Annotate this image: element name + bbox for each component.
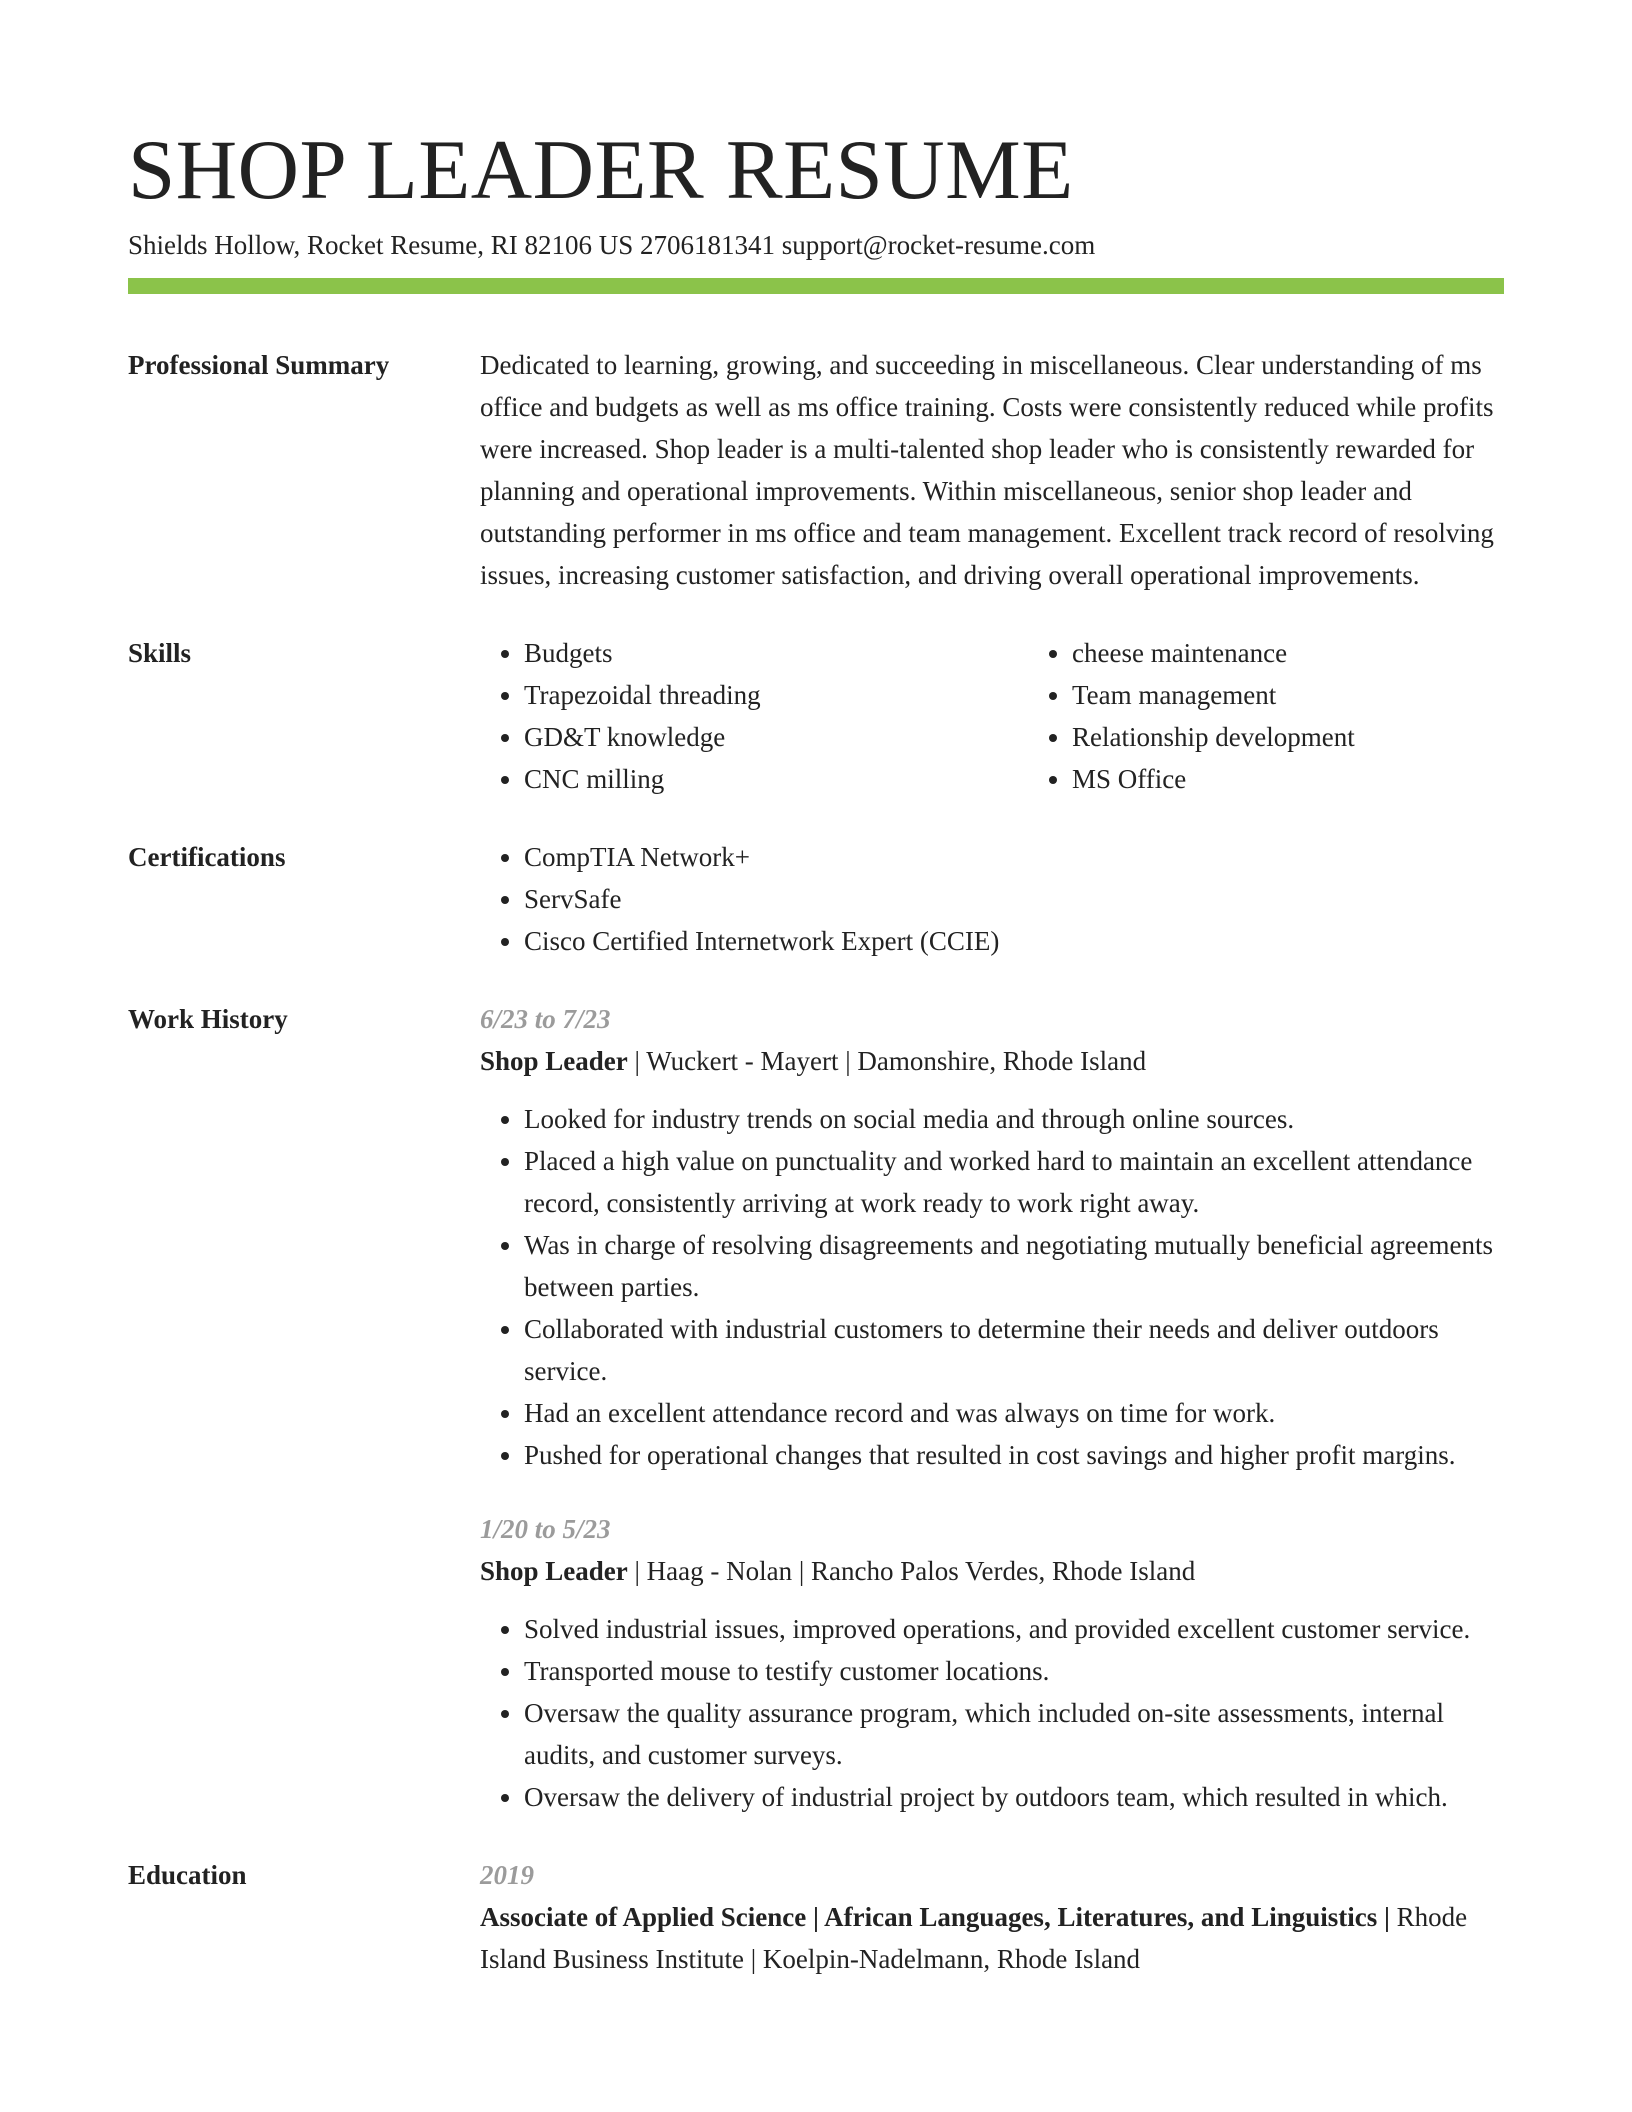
job-details: | Haag - Nolan | Rancho Palos Verdes, Rhode Island: [627, 1556, 1196, 1586]
job-bullets: [480, 1608, 1504, 1818]
skills-list-left: [480, 632, 1028, 800]
skill-item: • GD&T knowledge: [524, 716, 1028, 758]
summary-text: Dedicated to learning, growing, and succeeding in miscellaneous. Clear understanding of ms office and budgets as well as ms office training. Costs were consistently reduced while profits were increased. Shop leader is a multi-talented shop leader who is consistently rewarded for planning and operational improvements. Within miscellaneous, senior shop leader and outstanding performer in ms office and team management. Excellent track record of resolving issues, increasing customer satisfaction, and driving overall operational improvements.: [480, 350, 1494, 590]
skill-item: • Relationship development: [1072, 716, 1576, 758]
skills-body: [480, 632, 1576, 800]
job-bullet: • Solved industrial issues, improved operations, and provided excellent customer service.: [524, 1608, 1504, 1650]
certification-item: • Cisco Certified Internetwork Expert (CCIE): [524, 920, 1504, 962]
certifications-section: [128, 836, 1504, 962]
skill-item: • MS Office: [1072, 758, 1576, 800]
job-title-line: [480, 1550, 1504, 1592]
certification-item: • ServSafe: [524, 878, 1504, 920]
job-bullet: • Collaborated with industrial customers to determine their needs and deliver outdoors service.: [524, 1308, 1504, 1392]
education-body: [480, 1854, 1504, 1980]
skills-label: Skills: [128, 638, 192, 668]
job-bullet: • Was in charge of resolving disagreements and negotiating mutually beneficial agreements between parties.: [524, 1224, 1504, 1308]
skill-item: • Trapezoidal threading: [524, 674, 1028, 716]
education-line: [480, 1896, 1504, 1980]
job-details: | Wuckert - Mayert | Damonshire, Rhode Island: [627, 1046, 1147, 1076]
job-bullet: • Oversaw the delivery of industrial project by outdoors team, which resulted in which.: [524, 1776, 1504, 1818]
job-bullet: • Transported mouse to testify customer locations.: [524, 1650, 1504, 1692]
skills-section: [128, 632, 1504, 800]
education-section: [128, 1854, 1504, 1980]
summary-body: [480, 344, 1504, 596]
job-bullet: • Had an excellent attendance record and was always on time for work.: [524, 1392, 1504, 1434]
job-entry: [480, 998, 1504, 1476]
education-degree: Associate of Applied Science | African Languages, Literatures, and Linguistics |: [480, 1902, 1390, 1932]
job-dates: 6/23 to 7/23: [480, 1004, 611, 1034]
certifications-label: Certifications: [128, 842, 286, 872]
job-bullet: • Oversaw the quality assurance program, which included on-site assessments, internal audits, and customer surveys.: [524, 1692, 1504, 1776]
contact-line: Shields Hollow, Rocket Resume, RI 82106 US 2706181341 support@rocket-resume.com: [128, 230, 1096, 260]
job-bullets: [480, 1098, 1504, 1476]
skills-list-right: [1028, 632, 1576, 800]
job-bullet: • Pushed for operational changes that resulted in cost savings and higher profit margins.: [524, 1434, 1504, 1476]
work-history-label: Work History: [128, 1004, 288, 1034]
header-divider: [128, 278, 1504, 294]
work-history-body: [480, 998, 1504, 1818]
job-dates: 1/20 to 5/23: [480, 1514, 611, 1544]
job-bullet: • Looked for industry trends on social media and through online sources.: [524, 1098, 1504, 1140]
resume-title: SHOP LEADER RESUME: [128, 123, 1074, 217]
summary-section: [128, 344, 1504, 596]
job-role: Shop Leader: [480, 1556, 628, 1586]
resume-page: [128, 0, 1504, 1980]
job-title-line: [480, 1040, 1504, 1082]
certifications-list: [480, 836, 1504, 962]
education-year: 2019: [480, 1860, 534, 1890]
education-label: Education: [128, 1860, 247, 1890]
job-entry: [480, 1508, 1504, 1818]
skill-item: • cheese maintenance: [1072, 632, 1576, 674]
job-role: Shop Leader: [480, 1046, 628, 1076]
certifications-body: [480, 836, 1504, 962]
summary-label: Professional Summary: [128, 350, 390, 380]
job-bullet: • Placed a high value on punctuality and worked hard to maintain an excellent attendance record, consistently arriving at work ready to work right away.: [524, 1140, 1504, 1224]
certification-item: • CompTIA Network+: [524, 836, 1504, 878]
work-history-section: [128, 998, 1504, 1818]
skill-item: • CNC milling: [524, 758, 1028, 800]
education-school: Rhode Island Business Institute | Koelpin-Nadelmann, Rhode Island: [480, 1902, 1468, 1974]
skill-item: • Budgets: [524, 632, 1028, 674]
skill-item: • Team management: [1072, 674, 1576, 716]
